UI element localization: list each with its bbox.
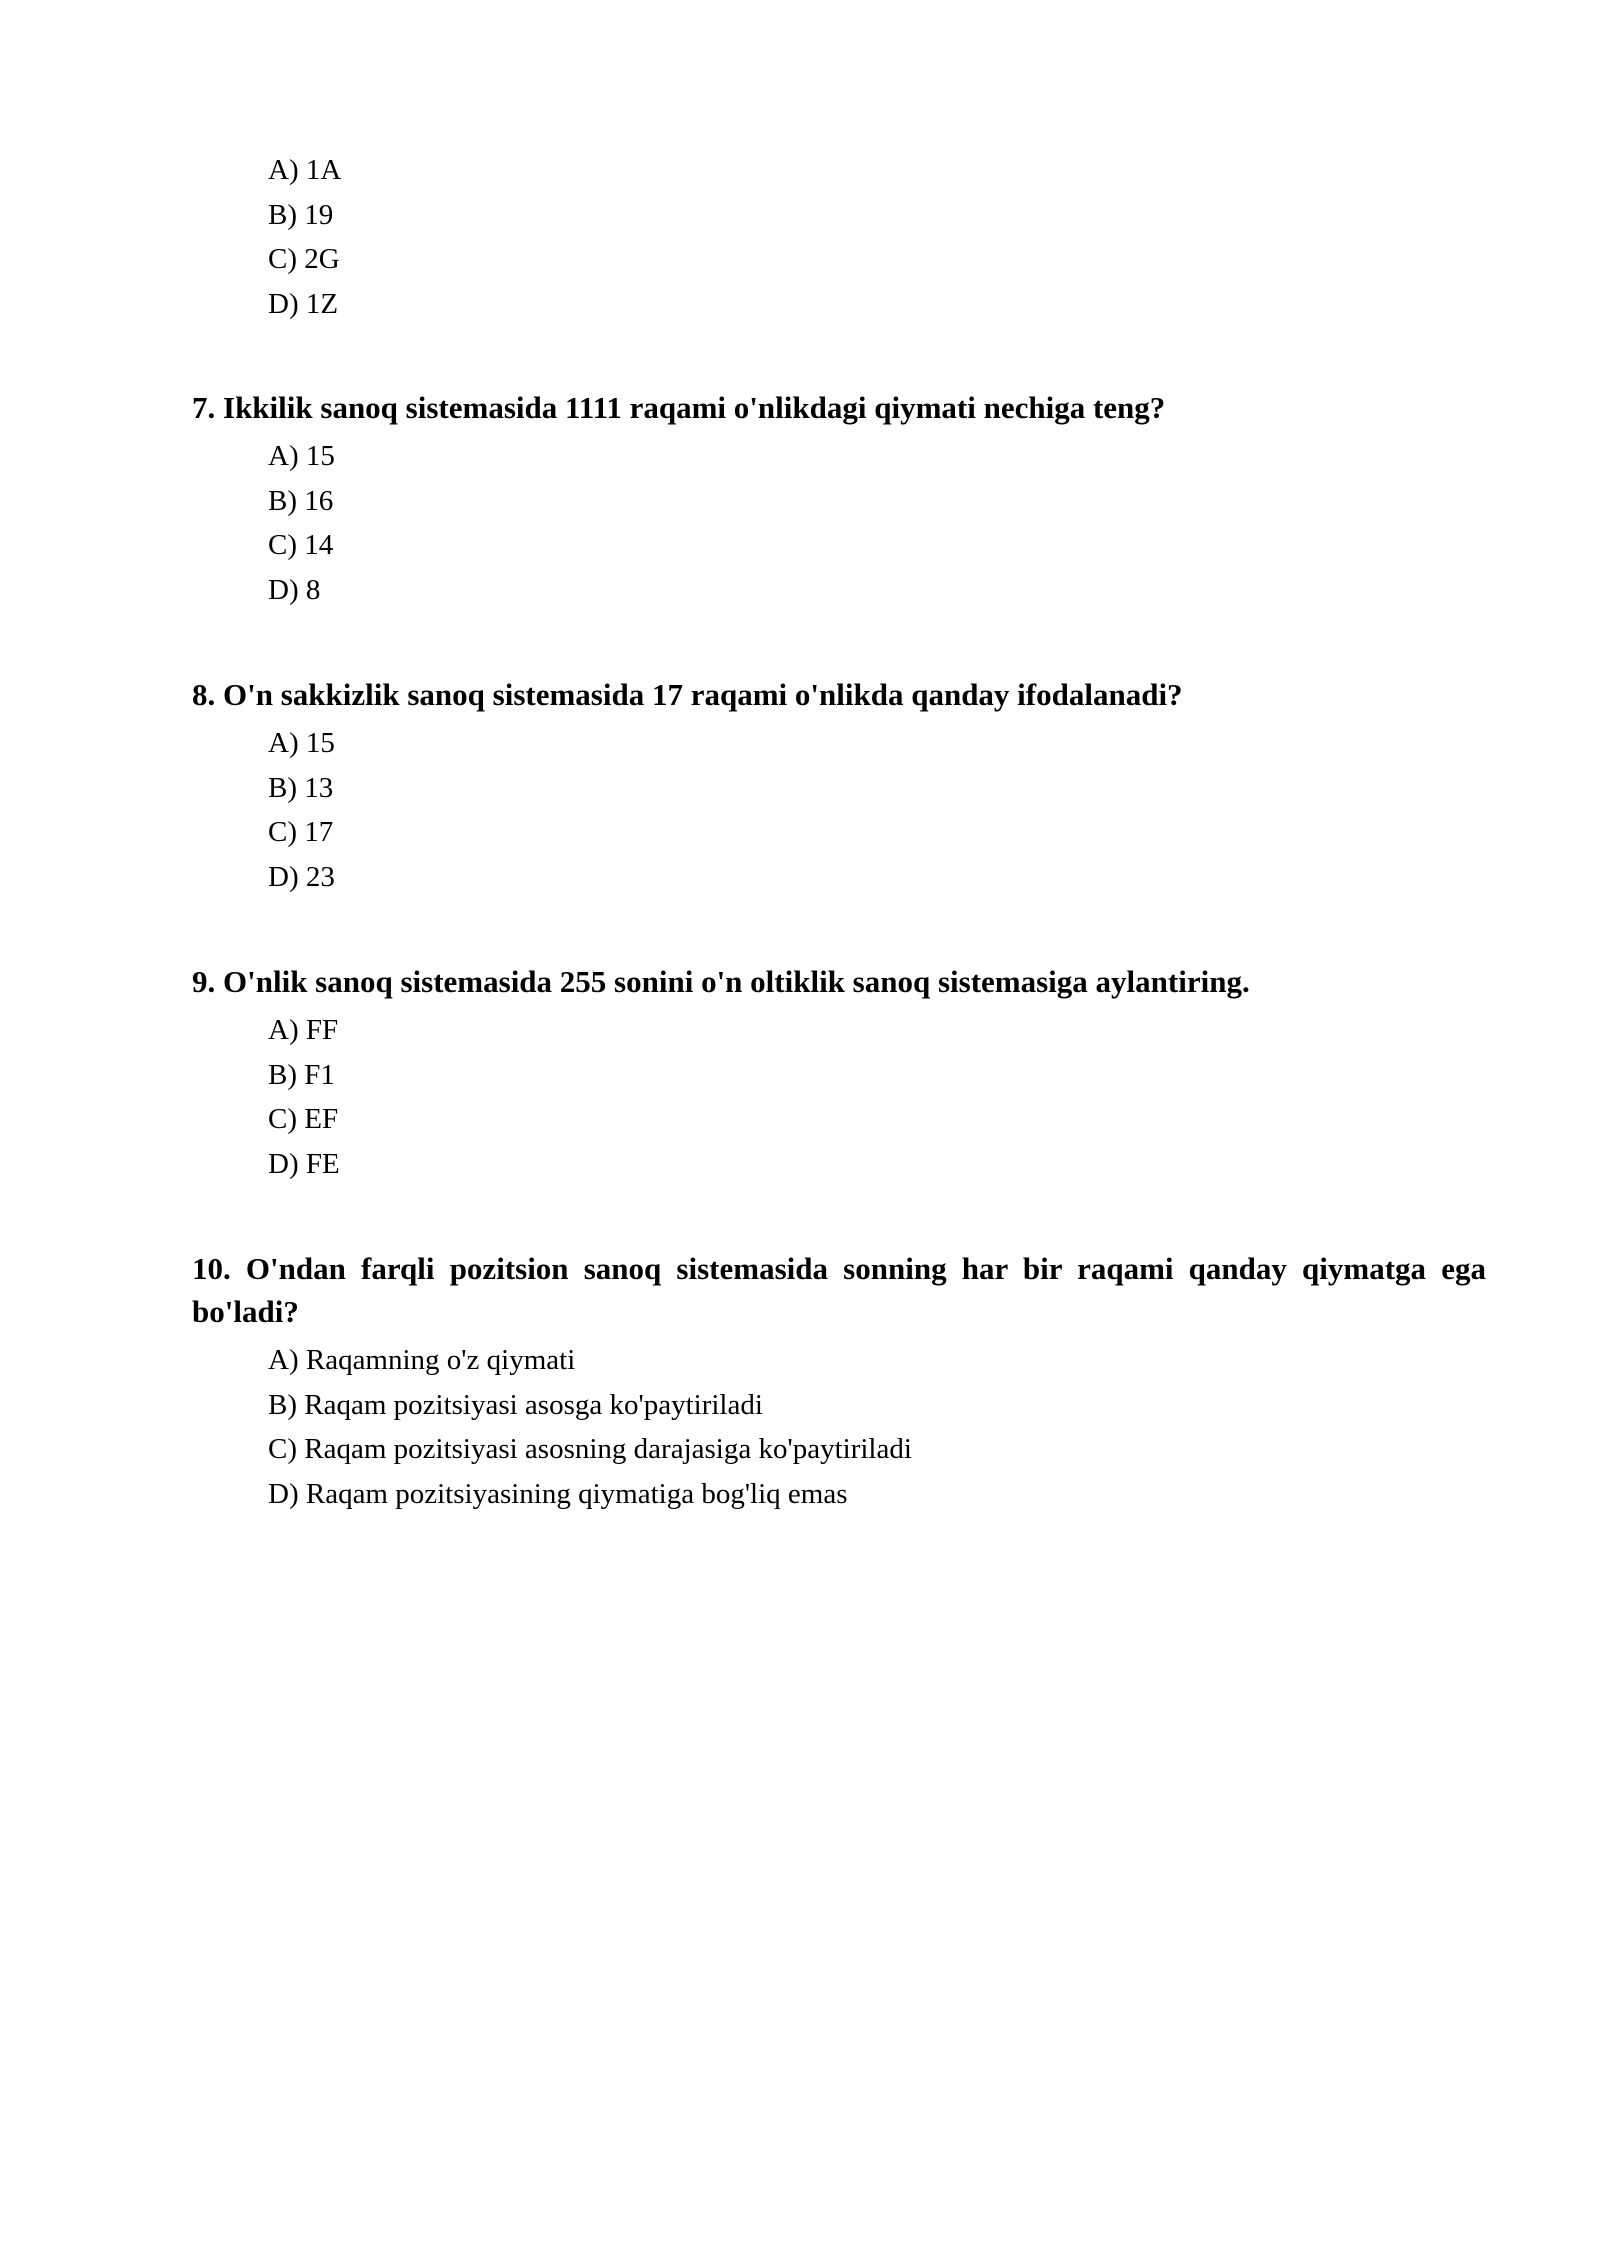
option-d: D) FE — [268, 1147, 340, 1180]
option-b: B) 13 — [268, 771, 334, 804]
question-8-text: 8. O'n sakkizlik sanoq sistemasida 17 raqami o'nlikda qanday ifodalanadi? — [192, 677, 1183, 712]
prev-question-options — [268, 148, 1468, 326]
option-d: D) Raqam pozitsiyasining qiymatiga bog'liq emas — [268, 1477, 848, 1510]
question-7-options — [268, 434, 1468, 612]
option-b: B) F1 — [268, 1058, 335, 1091]
option-d: D) 1Z — [268, 287, 339, 320]
option-a: A) FF — [268, 1014, 339, 1046]
question-7-text: 7. Ikkilik sanoq sistemasida 1111 raqami o'nlikdagi qiymati nechiga teng? — [192, 390, 1166, 425]
option-c: C) 17 — [268, 816, 334, 849]
option-a: A) 15 — [268, 440, 335, 472]
option-a: A) 15 — [268, 727, 335, 759]
question-9-text: 9. O'nlik sanoq sistemasida 255 sonini o'n oltiklik sanoq sistemasiga aylantiring. — [192, 964, 1250, 999]
option-d: D) 23 — [268, 860, 335, 893]
option-b: B) 16 — [268, 484, 334, 517]
option-d: D) 8 — [268, 573, 321, 606]
option-b: B) 19 — [268, 198, 334, 231]
option-a: A) Raqamning o'z qiymati — [268, 1344, 576, 1376]
option-b: B) Raqam pozitsiyasi asosga ko'paytiriladi — [268, 1388, 763, 1421]
question-9-options — [268, 1008, 1468, 1186]
option-c: C) Raqam pozitsiyasi asosning darajasiga ko'paytiriladi — [268, 1433, 912, 1466]
option-a: A) 1A — [268, 154, 342, 186]
question-10-text: 10. O'ndan farqli pozitsion sanoq sistemasida sonning har bir raqami qanday qiymatga ega bo'ladi? — [192, 1251, 1486, 1329]
option-c: C) 14 — [268, 529, 334, 562]
question-8-options — [268, 721, 1468, 899]
option-c: C) EF — [268, 1103, 339, 1136]
option-c: C) 2G — [268, 243, 340, 276]
question-10-options — [268, 1338, 1468, 1516]
